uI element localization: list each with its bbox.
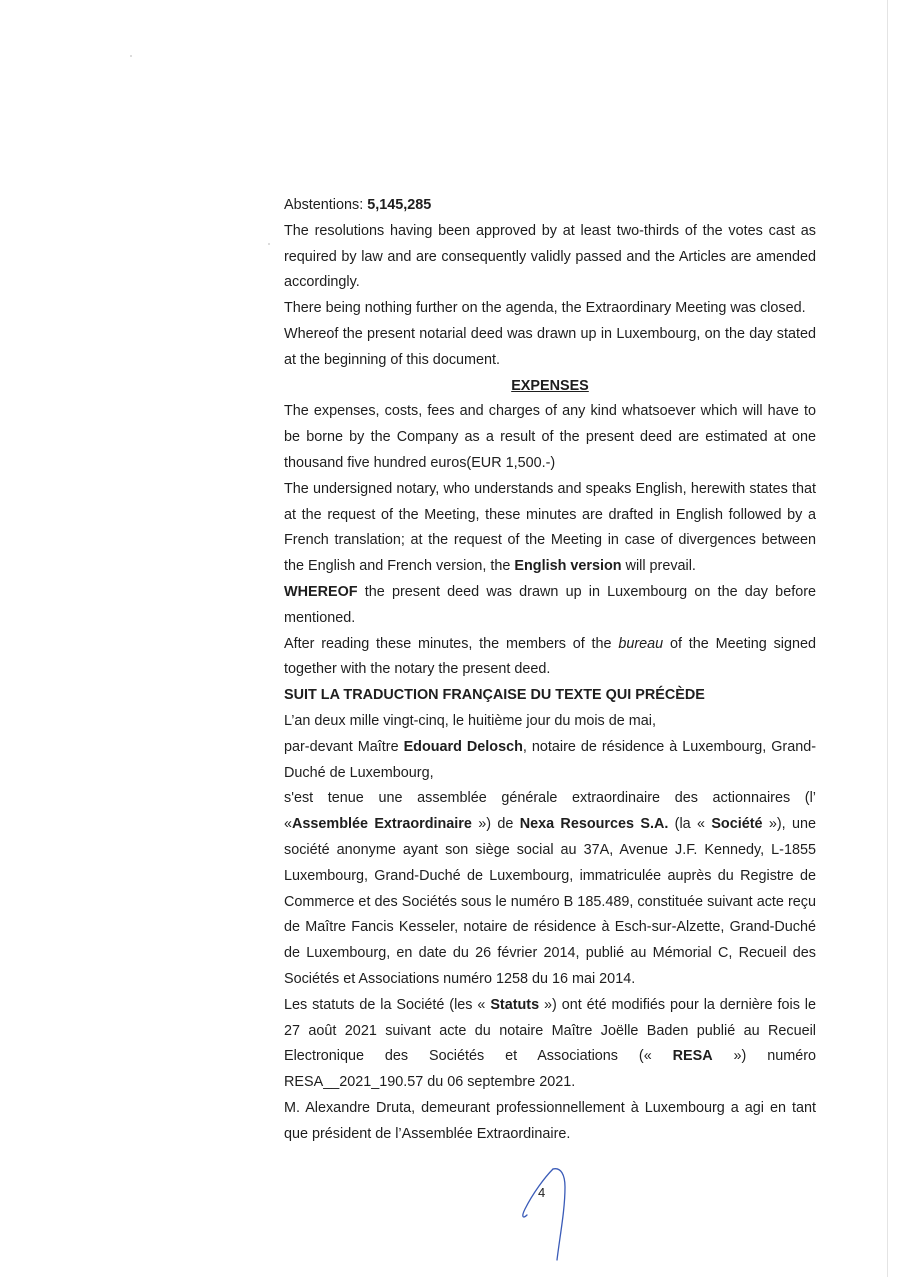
french-statutes-paragraph: Les statuts de la Société (les « Statuts ») ont été modifiés pour la dernière fois le 27 août 2021 suivant acte du notaire Maître Joëlle Baden publié au Recueil Electronique des Sociétés et Associations (« RESA ») numéro RESA__2021_190.57 du 06 septembre 2021. [284, 996, 816, 1091]
whereof-paragraph: WHEREOF the present deed was drawn up in Luxembourg on the day before mentioned. [284, 583, 816, 626]
notary-statement-paragraph: The undersigned notary, who understands and speaks English, herewith states that at the request of the Meeting, these minutes are drafted in English followed by a French translation; at the request of the Meeting in case of divergences between the English and French version, the English version will prevail. [284, 480, 816, 575]
resolutions-paragraph: The resolutions having been approved by at least two-thirds of the votes cast as required by law and are consequently validly passed and the Articles are amended accordingly. [284, 222, 816, 291]
signature-stroke [553, 1169, 565, 1260]
scan-speck [130, 55, 132, 57]
handwritten-signature [515, 1165, 575, 1265]
scan-edge-line [887, 0, 888, 1277]
abstentions-line: Abstentions: 5,145,285 [284, 197, 432, 213]
meeting-closed-paragraph: There being nothing further on the agenda, the Extraordinary Meeting was closed. [284, 300, 806, 317]
french-translation-heading: SUIT LA TRADUCTION FRANÇAISE DU TEXTE QUI PRÉCÈDE [284, 687, 705, 704]
french-date-line: L’an deux mille vingt-cinq, le huitième jour du mois de mai, [284, 712, 656, 729]
scan-speck [268, 243, 270, 245]
french-assembly-paragraph: s'est tenue une assemblée générale extraordinaire des actionnaires (l’ «Assemblée Extraordinaire ») de Nexa Resources S.A. (la « Société »), une société anonyme ayant son siège social au 37A, Avenue J.F. Kennedy, L-1855 Luxembourg, Grand-Duché de Luxembourg, immatriculée auprès du Registre de Commerce et des Sociétés sous le numéro B 185.489, constituée suivant acte reçu de Maître Fancis Kesseler, notaire de résidence à Esch-sur-Alzette, Grand-Duché de Luxembourg, en date du 26 février 2014, publié au Mémorial C, Recueil des Sociétés et Associations numéro 1258 du 16 mai 2014. [284, 790, 816, 987]
french-president-paragraph: M. Alexandre Druta, demeurant professionnellement à Luxembourg a agi en tant que président de l’Assemblée Extraordinaire. [284, 1099, 816, 1142]
after-reading-paragraph: After reading these minutes, the members of the bureau of the Meeting signed together with the notary the present deed. [284, 635, 816, 678]
deed-drawn-paragraph: Whereof the present notarial deed was drawn up in Luxembourg, on the day stated at the beginning of this document. [284, 325, 816, 368]
document-body [284, 193, 816, 1147]
page-number: 4 [538, 1185, 546, 1200]
expenses-title: EXPENSES [511, 377, 589, 394]
abstentions-value: 5,145,285 [367, 197, 432, 213]
expenses-paragraph: The expenses, costs, fees and charges of any kind whatsoever which will have to be borne by the Company as a result of the present deed are estimated at one thousand five hundred euros(EUR 1,500.-) [284, 403, 816, 471]
french-notary-paragraph: par-devant Maître Edouard Delosch, notaire de résidence à Luxembourg, Grand-Duché de Luxembourg, [284, 738, 817, 781]
